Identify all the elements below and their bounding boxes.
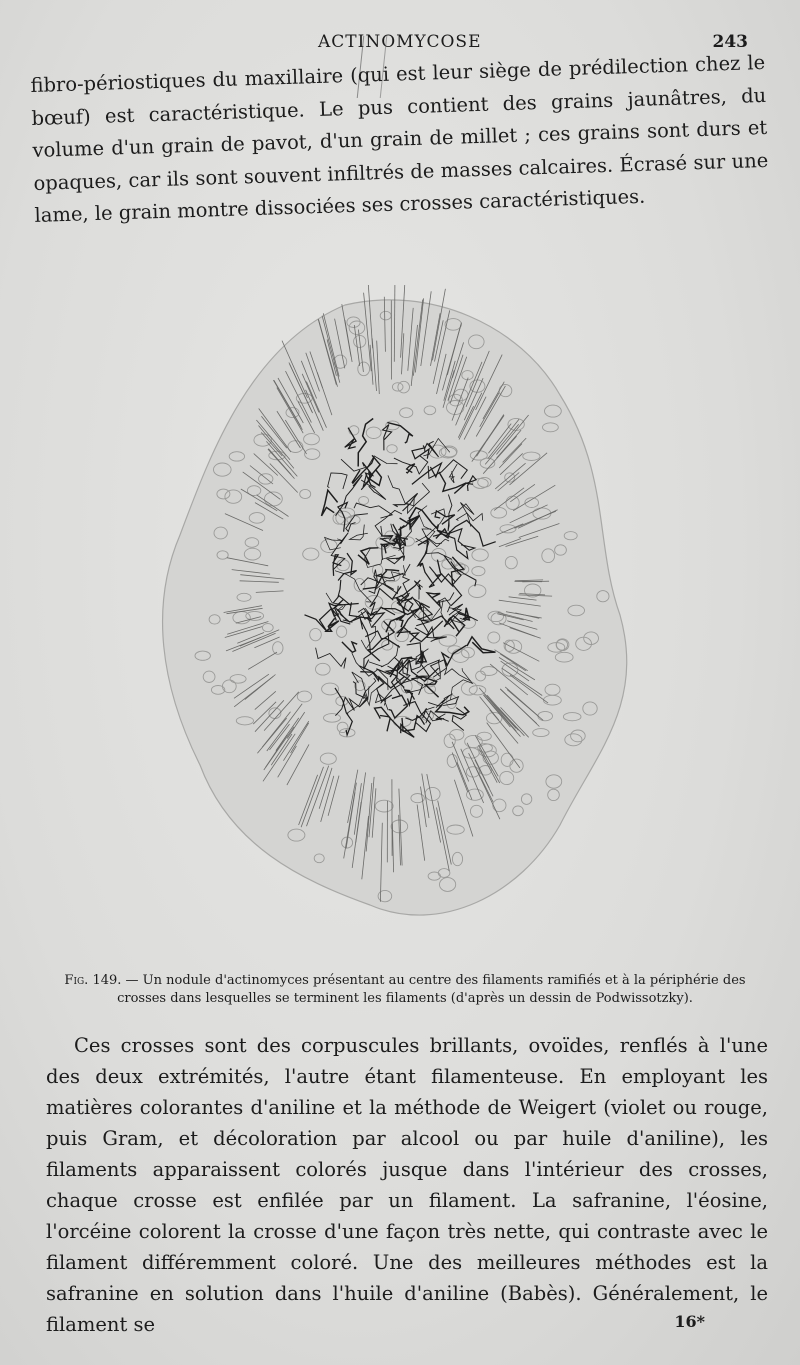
figure-actinomyces-nodule bbox=[140, 285, 660, 935]
nodule-outline bbox=[163, 300, 627, 915]
top-paragraph: fibro-périostiques du maxillaire (qui est leur siège de prédilection chez le bœuf) est caractéristique. Le pus contient des grains jaunâtres, du volume d'un grain de pavot, d'un grain de millet ; ces grains sont durs et opaques, car ils sont souvent infiltrés de masses calcaires. Écrasé sur une lame, le grain montre dissociées ses crosses caractéristiques. bbox=[30, 50, 769, 227]
body-paragraph-block bbox=[46, 1030, 768, 1340]
top-paragraph-block bbox=[30, 47, 770, 233]
nodule-illustration bbox=[140, 285, 660, 935]
figure-caption bbox=[40, 972, 770, 1008]
figure-label: Fig. 149. bbox=[64, 973, 122, 988]
signature-mark: 16* bbox=[674, 1312, 705, 1331]
figure-caption-text: — Un nodule d'actinomyces présentant au centre des filaments ramifiés et à la périphérie des crosses dans lesquelles se terminent les filaments (d'après un dessin de Podwissotzky). bbox=[117, 973, 746, 1006]
body-paragraph: Ces crosses sont des corpuscules brillants, ovoïdes, renflés à l'une des deux extrémités, l'autre étant filamenteuse. En employant les matières colorantes d'aniline et la méthode de Weigert (violet ou rouge, puis Gram, et décoloration par alcool ou par huile d'aniline), les filaments apparaissent colorés jusque dans l'intérieur des crosses, chaque crosse est enfilée par un filament. La safranine, l'éosine, l'orcéine colorent la crosse d'une façon très nette, qui contraste avec le filament différemment coloré. Une des meilleures méthodes est la safranine en solution dans l'huile d'aniline (Babès). Généralement, le filament se bbox=[46, 1034, 768, 1336]
page-number: 243 bbox=[712, 32, 748, 52]
running-head: ACTINOMYCOSE bbox=[318, 32, 482, 52]
